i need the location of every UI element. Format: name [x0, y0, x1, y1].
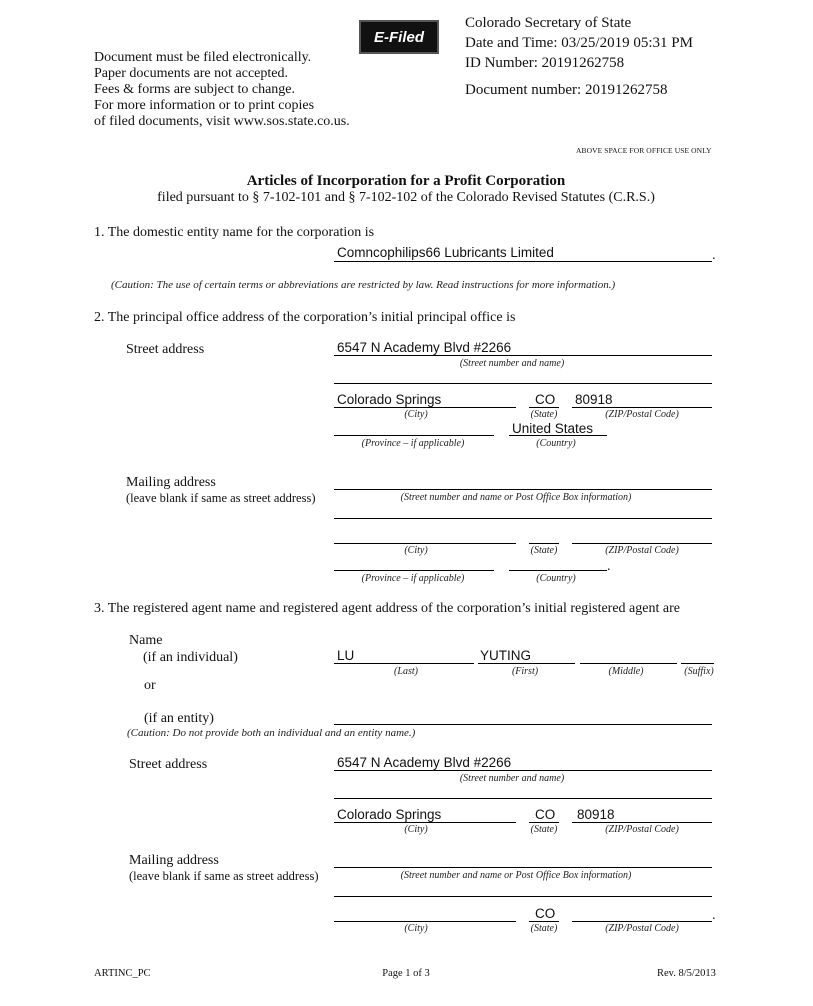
notice-line-1: Document must be filed electronically. — [94, 50, 312, 65]
efiled-badge: E-Filed — [359, 20, 439, 54]
agent-mailing-state-value: CO — [535, 906, 556, 921]
agent-state-caption: (State) — [530, 824, 558, 835]
principal-state-caption: (State) — [530, 409, 558, 420]
principal-mailing-province-caption: (Province – if applicable) — [361, 573, 465, 584]
notice-line-4: For more information or to print copies — [94, 98, 315, 113]
agent-mailing-city-caption: (City) — [404, 923, 428, 934]
footer-revision: Rev. 8/5/2013 — [657, 968, 716, 979]
principal-zip-line — [572, 407, 712, 408]
notice-line-2: Paper documents are not accepted. — [94, 66, 288, 81]
principal-zip-value: 80918 — [575, 392, 613, 407]
agent-street-line-2 — [334, 798, 712, 799]
principal-mailing-hint: (leave blank if same as street address) — [126, 491, 316, 505]
agent-first-line — [478, 663, 575, 664]
principal-mailing-state-line — [529, 543, 559, 544]
section-2-label: 2. The principal office address of the corporation’s initial principal office is — [94, 310, 516, 325]
agent-last-line — [334, 663, 474, 664]
agent-middle-line — [580, 663, 677, 664]
principal-mailing-period: . — [607, 559, 611, 574]
agent-or-label: or — [144, 678, 156, 693]
entity-name-period: . — [712, 248, 716, 263]
agent-last-caption: (Last) — [394, 666, 418, 677]
agent-zip-line — [572, 822, 712, 823]
agent-mailing-zip-line — [572, 921, 712, 922]
agent-entity-line — [334, 724, 712, 725]
office-use-note: ABOVE SPACE FOR OFFICE USE ONLY — [576, 146, 712, 155]
agent-mailing-period: . — [712, 908, 716, 923]
agent-individual-label: (if an individual) — [143, 650, 238, 665]
principal-city-value: Colorado Springs — [337, 392, 442, 407]
principal-zip-caption: (ZIP/Postal Code) — [605, 409, 679, 420]
principal-mailing-zip-caption: (ZIP/Postal Code) — [605, 545, 679, 556]
entity-name-value: Comncophilips66 Lubricants Limited — [337, 245, 554, 260]
office-name: Colorado Secretary of State — [465, 15, 632, 31]
agent-street-caption: (Street number and name) — [459, 773, 565, 784]
section-3-label: 3. The registered agent name and registered agent address of the corporation’s initial registered agent are — [94, 601, 680, 616]
agent-mailing-zip-caption: (ZIP/Postal Code) — [605, 923, 679, 934]
agent-mailing-line-2 — [334, 896, 712, 897]
principal-mailing-country-line — [509, 570, 607, 571]
notice-line-5: of filed documents, visit www.sos.state.co.us. — [94, 114, 350, 129]
agent-state-value: CO — [535, 807, 556, 822]
agent-caution: (Caution: Do not provide both an individual and an entity name.) — [127, 727, 416, 739]
agent-mailing-label: Mailing address — [129, 853, 219, 868]
page-subtitle: filed pursuant to § 7-102-101 and § 7-102-102 of the Colorado Revised Statutes (C.R.S.) — [157, 190, 655, 205]
principal-country-line — [509, 435, 607, 436]
principal-mailing-state-caption: (State) — [530, 545, 558, 556]
agent-city-caption: (City) — [404, 824, 428, 835]
agent-city-value: Colorado Springs — [337, 807, 442, 822]
principal-mailing-country-caption: (Country) — [536, 573, 576, 584]
principal-mailing-city-caption: (City) — [404, 545, 428, 556]
notice-line-3: Fees & forms are subject to change. — [94, 82, 295, 97]
agent-suffix-caption: (Suffix) — [684, 666, 714, 677]
agent-street-value: 6547 N Academy Blvd #2266 — [337, 755, 512, 770]
agent-first-value: YUTING — [480, 648, 532, 663]
principal-country-value: United States — [512, 421, 594, 436]
agent-zip-caption: (ZIP/Postal Code) — [605, 824, 679, 835]
principal-mailing-caption: (Street number and name or Post Office Box information) — [400, 492, 632, 503]
agent-mailing-state-line — [529, 921, 559, 922]
agent-zip-value: 80918 — [577, 807, 615, 822]
agent-last-value: LU — [337, 648, 355, 663]
principal-street-line — [334, 355, 712, 356]
agent-mailing-hint: (leave blank if same as street address) — [129, 869, 319, 883]
agent-middle-caption: (Middle) — [608, 666, 644, 677]
principal-mailing-line — [334, 489, 712, 490]
agent-state-line — [529, 822, 559, 823]
principal-mailing-zip-line — [572, 543, 712, 544]
agent-suffix-line — [681, 663, 714, 664]
agent-first-caption: (First) — [511, 666, 539, 677]
principal-city-caption: (City) — [404, 409, 428, 420]
principal-mailing-line-2 — [334, 518, 712, 519]
entity-name-line — [334, 261, 712, 262]
page-title: Articles of Incorporation for a Profit Corporation — [246, 173, 566, 189]
principal-street-line-2 — [334, 383, 712, 384]
agent-street-label: Street address — [129, 757, 208, 772]
footer-page-number: Page 1 of 3 — [382, 968, 430, 979]
principal-mailing-city-line — [334, 543, 516, 544]
principal-street-caption: (Street number and name) — [459, 358, 565, 369]
principal-mailing-province-line — [334, 570, 494, 571]
principal-state-line — [529, 407, 559, 408]
date-time: Date and Time: 03/25/2019 05:31 PM — [465, 35, 693, 51]
principal-street-value: 6547 N Academy Blvd #2266 — [337, 340, 512, 355]
agent-entity-label: (if an entity) — [144, 711, 214, 726]
principal-country-caption: (Country) — [536, 438, 576, 449]
principal-province-caption: (Province – if applicable) — [361, 438, 465, 449]
agent-city-line — [334, 822, 516, 823]
agent-mailing-line — [334, 867, 712, 868]
footer-form-code: ARTINC_PC — [94, 968, 151, 979]
agent-mailing-state-caption: (State) — [530, 923, 558, 934]
section-1-label: 1. The domestic entity name for the corporation is — [94, 225, 375, 240]
section-1-caution: (Caution: The use of certain terms or abbreviations are restricted by law. Read instructions for more information.) — [111, 279, 616, 291]
agent-street-line — [334, 770, 712, 771]
agent-name-label: Name — [129, 633, 163, 648]
id-number: ID Number: 20191262758 — [465, 55, 625, 71]
agent-mailing-city-line — [334, 921, 516, 922]
principal-state-value: CO — [535, 392, 556, 407]
principal-province-line — [334, 435, 494, 436]
agent-mailing-caption: (Street number and name or Post Office Box information) — [400, 870, 632, 881]
principal-street-label: Street address — [126, 342, 205, 357]
principal-mailing-label: Mailing address — [126, 475, 216, 490]
document-number: Document number: 20191262758 — [465, 82, 668, 98]
principal-city-line — [334, 407, 516, 408]
